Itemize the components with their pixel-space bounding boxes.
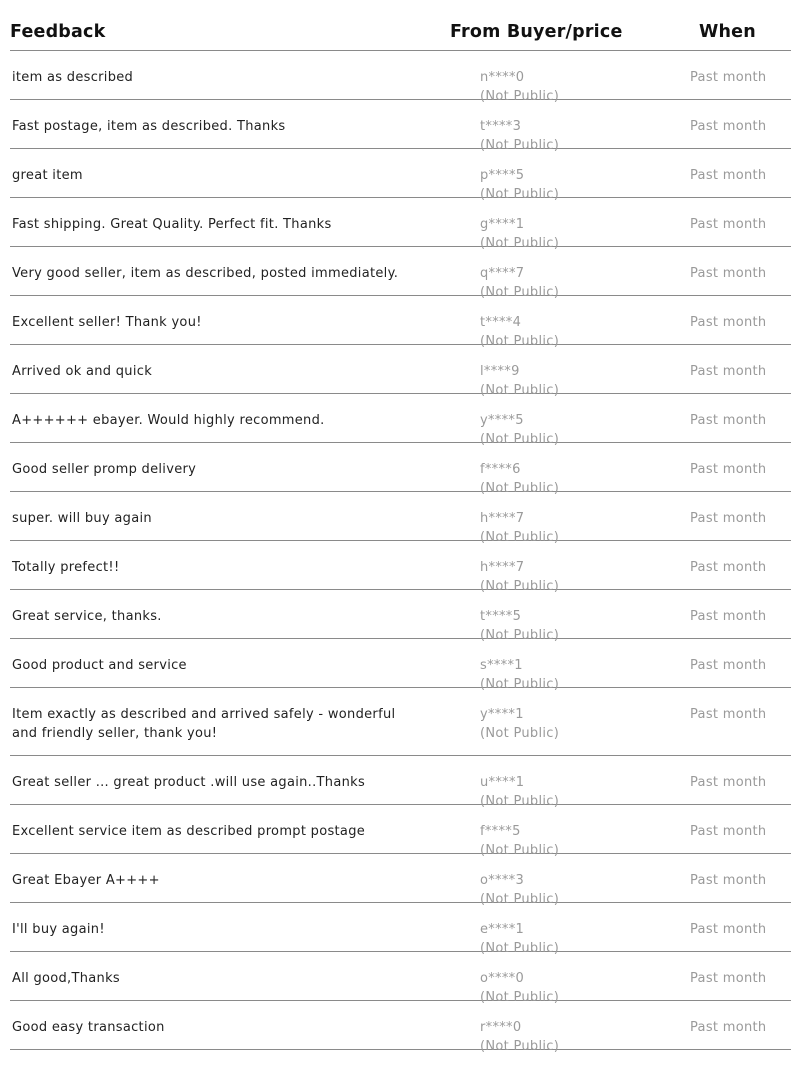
feedback-date: Past month (690, 560, 767, 575)
buyer-privacy: (Not Public) (480, 892, 560, 907)
feedback-date: Past month (690, 658, 767, 673)
buyer-id: o****3 (480, 873, 525, 888)
buyer-privacy: (Not Public) (480, 794, 560, 809)
buyer-id: f****5 (480, 824, 521, 839)
table-row (10, 952, 791, 1005)
feedback-date: Past month (690, 70, 767, 85)
table-row (10, 345, 791, 398)
buyer-privacy: (Not Public) (480, 432, 560, 447)
feedback-text: Fast postage, item as described. Thanks (12, 119, 286, 134)
buyer-privacy: (Not Public) (480, 285, 560, 300)
buyer-privacy: (Not Public) (480, 530, 560, 545)
buyer-privacy: (Not Public) (480, 726, 560, 741)
feedback-date: Past month (690, 364, 767, 379)
table-row (10, 443, 791, 496)
feedback-text: Great Ebayer A++++ (12, 873, 160, 888)
table-row (10, 688, 791, 756)
feedback-date: Past month (690, 873, 767, 888)
feedback-date: Past month (690, 707, 767, 722)
buyer-column-header: From Buyer/price (450, 22, 623, 42)
feedback-text: A++++++ ebayer. Would highly recommend. (12, 413, 325, 428)
buyer-privacy: (Not Public) (480, 941, 560, 956)
table-row (10, 198, 791, 251)
feedback-text: All good,Thanks (12, 971, 120, 986)
table-row (10, 756, 791, 809)
feedback-text: I'll buy again! (12, 922, 105, 937)
feedback-text: great item (12, 168, 83, 183)
feedback-date: Past month (690, 266, 767, 281)
buyer-id: g****1 (480, 217, 525, 232)
table-row (10, 100, 791, 153)
table-row (10, 51, 791, 104)
buyer-id: u****1 (480, 775, 525, 790)
feedback-text: Item exactly as described and arrived safely - wonderful and friendly seller, thank you! (12, 707, 396, 741)
feedback-text: super. will buy again (12, 511, 152, 526)
buyer-id: y****1 (480, 707, 524, 722)
buyer-privacy: (Not Public) (480, 677, 560, 692)
buyer-privacy: (Not Public) (480, 138, 560, 153)
feedback-date: Past month (690, 462, 767, 477)
buyer-id: y****5 (480, 413, 524, 428)
feedback-date: Past month (690, 609, 767, 624)
buyer-privacy: (Not Public) (480, 843, 560, 858)
buyer-id: h****7 (480, 560, 525, 575)
table-row (10, 903, 791, 956)
buyer-id: l****9 (480, 364, 520, 379)
buyer-id: e****1 (480, 922, 525, 937)
table-row (10, 247, 791, 300)
feedback-text: Very good seller, item as described, posted immediately. (12, 266, 399, 281)
feedback-table (10, 0, 791, 1054)
buyer-id: o****0 (480, 971, 525, 986)
buyer-cell (480, 1018, 559, 1056)
when-column-header: When (699, 22, 756, 42)
table-row (10, 590, 791, 643)
feedback-date: Past month (690, 413, 767, 428)
feedback-date: Past month (690, 922, 767, 937)
feedback-text: Excellent seller! Thank you! (12, 315, 202, 330)
table-row (10, 492, 791, 545)
table-row (10, 296, 791, 349)
buyer-id: t****3 (480, 119, 522, 134)
buyer-cell (480, 705, 559, 743)
feedback-date: Past month (690, 168, 767, 183)
table-row (10, 149, 791, 202)
buyer-id: r****0 (480, 1020, 522, 1035)
feedback-date: Past month (690, 119, 767, 134)
buyer-privacy: (Not Public) (480, 990, 560, 1005)
feedback-text: Totally prefect!! (12, 560, 120, 575)
feedback-text: Excellent service item as described prompt postage (12, 824, 366, 839)
feedback-text: Good seller promp delivery (12, 462, 197, 477)
feedback-text: Arrived ok and quick (12, 364, 153, 379)
feedback-date: Past month (690, 315, 767, 330)
table-header (10, 0, 791, 51)
buyer-id: h****7 (480, 511, 525, 526)
table-row (10, 394, 791, 447)
table-row (10, 854, 791, 907)
buyer-id: t****4 (480, 315, 522, 330)
feedback-column-header: Feedback (10, 22, 106, 42)
buyer-privacy: (Not Public) (480, 579, 560, 594)
feedback-date: Past month (690, 1020, 767, 1035)
feedback-text: item as described (12, 70, 134, 85)
buyer-privacy: (Not Public) (480, 383, 560, 398)
feedback-text: Good product and service (12, 658, 187, 673)
feedback-date: Past month (690, 511, 767, 526)
buyer-id: s****1 (480, 658, 523, 673)
buyer-privacy: (Not Public) (480, 187, 560, 202)
feedback-date: Past month (690, 217, 767, 232)
table-row (10, 541, 791, 594)
table-row (10, 805, 791, 858)
buyer-privacy: (Not Public) (480, 334, 560, 349)
feedback-date: Past month (690, 971, 767, 986)
buyer-privacy: (Not Public) (480, 481, 560, 496)
buyer-privacy: (Not Public) (480, 1039, 560, 1054)
buyer-id: q****7 (480, 266, 525, 281)
feedback-date: Past month (690, 824, 767, 839)
buyer-id: n****0 (480, 70, 525, 85)
buyer-id: t****5 (480, 609, 522, 624)
buyer-privacy: (Not Public) (480, 89, 560, 104)
buyer-id: f****6 (480, 462, 521, 477)
buyer-id: p****5 (480, 168, 525, 183)
feedback-text: Good easy transaction (12, 1020, 165, 1035)
table-row (10, 1001, 791, 1054)
feedback-text: Fast shipping. Great Quality. Perfect fit. Thanks (12, 217, 332, 232)
feedback-text: Great seller ... great product .will use again..Thanks (12, 775, 366, 790)
table-row (10, 639, 791, 692)
buyer-privacy: (Not Public) (480, 236, 560, 251)
feedback-text: Great service, thanks. (12, 609, 162, 624)
buyer-privacy: (Not Public) (480, 628, 560, 643)
feedback-date: Past month (690, 775, 767, 790)
